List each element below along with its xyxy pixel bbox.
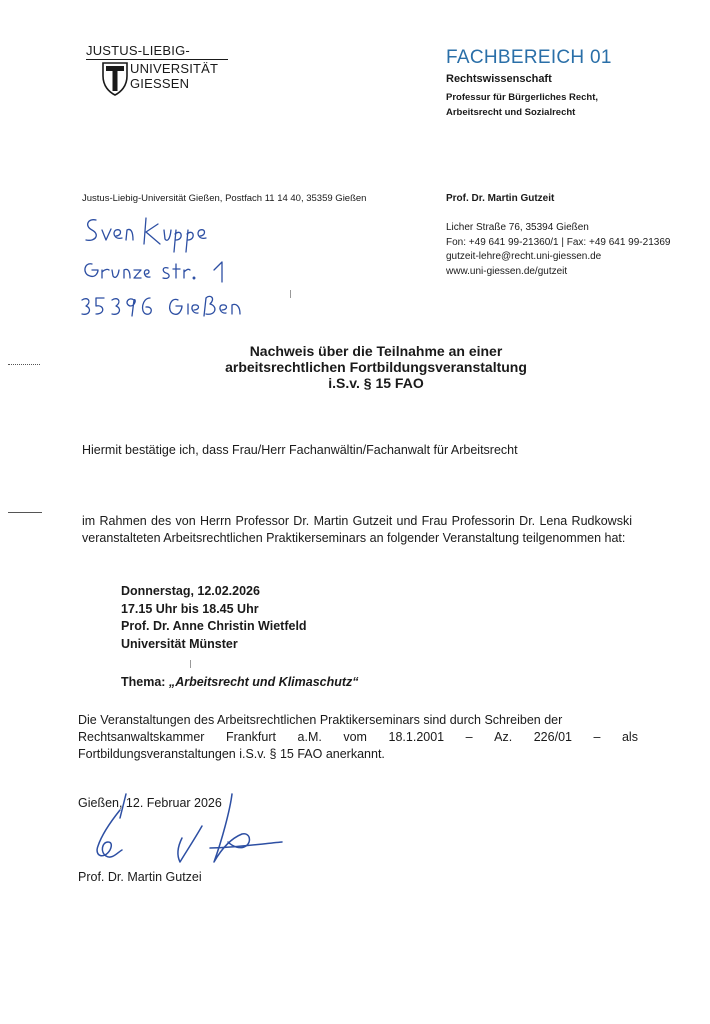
contact-web: www.uni-giessen.de/gutzeit bbox=[446, 265, 568, 277]
word: – bbox=[465, 730, 473, 744]
title-line-1: Nachweis über die Teilnahme an einer bbox=[249, 343, 503, 359]
faculty-chair bbox=[446, 90, 598, 120]
faculty-title: FACHBEREICH 01 bbox=[446, 47, 612, 68]
signer-name: Prof. Dr. Martin Gutzei bbox=[78, 870, 202, 884]
confirmation-paragraph: Hiermit bestätige ich, dass Frau/Herr Fachanwältin/Fachanwalt für Arbeitsrecht bbox=[82, 443, 518, 457]
contact-name: Prof. Dr. Martin Gutzeit bbox=[446, 193, 555, 204]
event-time: 17.15 Uhr bis 18.45 Uhr bbox=[121, 601, 259, 616]
word: Rechtsanwaltskammer bbox=[78, 730, 205, 744]
accreditation-line-2 bbox=[78, 729, 638, 746]
sender-line: Justus-Liebig-Universität Gießen, Postfach 11 14 40, 35359 Gießen bbox=[82, 193, 367, 204]
event-details bbox=[121, 583, 307, 653]
accreditation-line-3: Fortbildungsveranstaltungen i.S.v. § 15 FAO anerkannt. bbox=[78, 747, 385, 761]
scan-speck bbox=[290, 290, 291, 298]
title-line-3: i.S.v. § 15 FAO bbox=[328, 375, 424, 391]
contact-street: Licher Straße 76, 35394 Gießen bbox=[446, 222, 589, 233]
event-university: Universität Münster bbox=[121, 636, 238, 651]
scan-speck bbox=[190, 660, 191, 668]
accreditation-paragraph bbox=[78, 712, 638, 763]
contact-email: gutzeit-lehre@recht.uni-giessen.de bbox=[446, 251, 602, 262]
word: Frankfurt bbox=[225, 730, 276, 744]
title-line-2: arbeitsrechtlichen Fortbildungsveranstaltung bbox=[225, 359, 527, 375]
logo-line-1: JUSTUS-LIEBIG- bbox=[86, 43, 190, 58]
margin-punch-mark bbox=[8, 512, 42, 513]
contact-block bbox=[446, 221, 670, 279]
place-date: Gießen, 12. Februar 2026 bbox=[78, 796, 222, 810]
document-title bbox=[0, 343, 710, 391]
faculty-department: Rechtswissenschaft bbox=[446, 73, 552, 85]
word: Az. bbox=[494, 730, 513, 744]
logo-line-3: GIESSEN bbox=[130, 76, 190, 91]
word: 226/01 bbox=[533, 730, 572, 744]
faculty-chair-line-1: Professur für Bürgerliches Recht, bbox=[446, 92, 599, 103]
word: a.M. bbox=[297, 730, 322, 744]
contact-phone: Fon: +49 641 99-21360/1 | Fax: +49 641 99-21369 bbox=[446, 236, 671, 248]
word: vom bbox=[343, 730, 367, 744]
event-speaker: Prof. Dr. Anne Christin Wietfeld bbox=[121, 619, 307, 633]
word: 18.1.2001 bbox=[388, 730, 445, 744]
signature bbox=[82, 790, 292, 880]
word: als bbox=[621, 730, 638, 744]
word: – bbox=[593, 730, 601, 744]
logo-rule bbox=[86, 59, 228, 60]
event-date: Donnerstag, 12.02.2026 bbox=[121, 584, 260, 598]
topic-title: „Arbeitsrecht und Klimaschutz“ bbox=[168, 675, 359, 689]
handwritten-address bbox=[78, 212, 268, 324]
seminar-paragraph: im Rahmen des von Herrn Professor Dr. Martin Gutzeit und Frau Professorin Dr. Lena Rudkowski veranstalteten Arbeitsrechtlichen Praktikerseminars an folgender Veranstaltung teilgenommen hat: bbox=[82, 514, 632, 545]
faculty-chair-line-2: Arbeitsrecht und Sozialrecht bbox=[446, 107, 576, 118]
accreditation-line-1: Die Veranstaltungen des Arbeitsrechtlichen Praktikerseminars sind durch Schreiben der bbox=[78, 713, 563, 727]
university-logo-icon bbox=[102, 62, 128, 96]
topic-label: Thema: bbox=[121, 675, 169, 689]
logo-line-2: UNIVERSITÄT bbox=[130, 61, 219, 76]
event-topic bbox=[121, 675, 359, 689]
